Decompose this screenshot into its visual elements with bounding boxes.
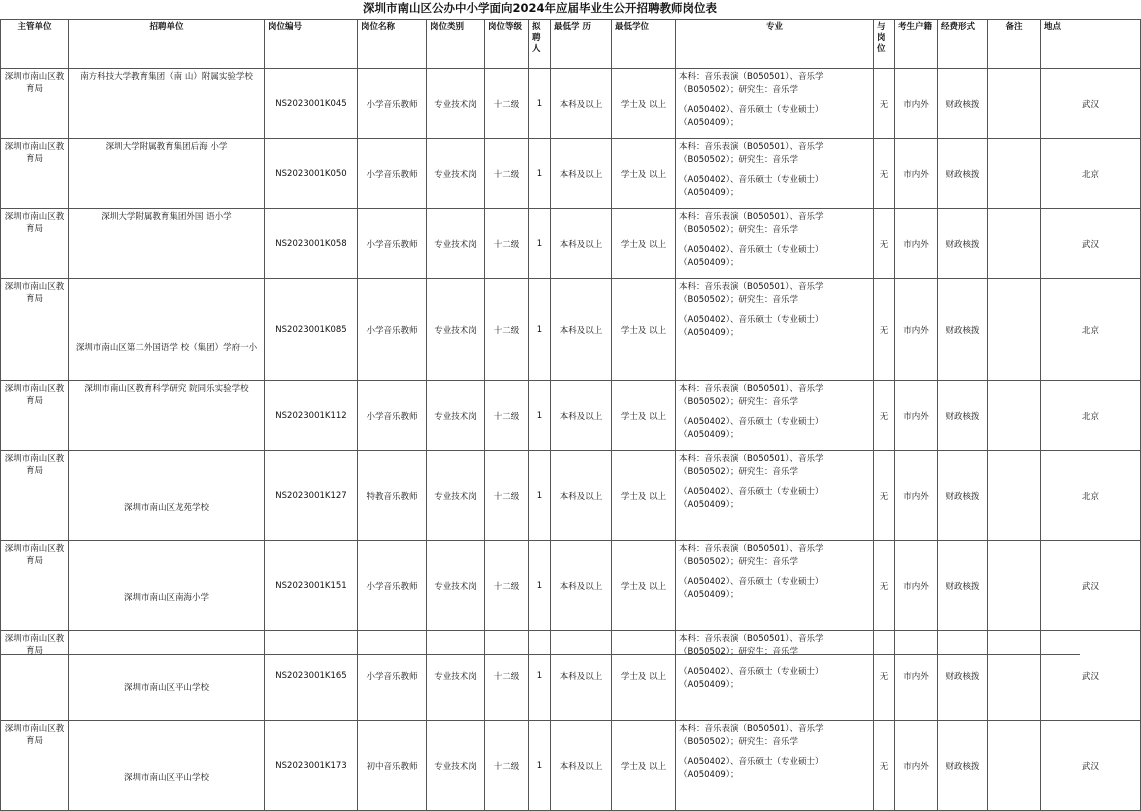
cell-unit: 深圳市南山区龙苑学校 xyxy=(69,451,265,541)
cell-code: NS2023001K058 xyxy=(265,209,358,279)
cell-funding: 财政核拨 xyxy=(938,451,988,541)
cell-major xyxy=(676,69,874,139)
major-line: 本科：音乐表演（B050501）、音乐学 xyxy=(679,544,824,554)
header-major: 专业 xyxy=(676,20,874,69)
cell-code: NS2023001K112 xyxy=(265,381,358,451)
major-line: （B050502）；研究生：音乐学 xyxy=(679,396,799,407)
cell-edu: 本科及以上 xyxy=(551,721,612,811)
cell-edu: 本科及以上 xyxy=(551,451,612,541)
cell-grade: 十二级 xyxy=(485,279,529,381)
major-line: （B050502）；研究生：音乐学 xyxy=(679,466,799,477)
cell-name: 特教音乐教师 xyxy=(358,451,427,541)
cell-name: 小学音乐教师 xyxy=(358,381,427,451)
cell-location: 武汉 xyxy=(1041,541,1141,631)
cell-count: 1 xyxy=(529,139,551,209)
header-row xyxy=(1,20,1141,69)
table-row xyxy=(1,541,1141,631)
cell-location: 北京 xyxy=(1041,139,1141,209)
cell-major xyxy=(676,279,874,381)
cell-extra: 无 xyxy=(874,631,895,721)
cell-category: 专业技术岗 xyxy=(427,541,485,631)
major-line: （A050402）、音乐硕士（专业硕士） xyxy=(679,105,824,115)
cell-funding: 财政核拨 xyxy=(938,721,988,811)
cell-hukou: 市内外 xyxy=(895,381,938,451)
cell-count: 1 xyxy=(529,69,551,139)
header-name: 岗位名称 xyxy=(358,20,427,69)
cell-location: 北京 xyxy=(1041,451,1141,541)
major-line: 本科：音乐表演（B050501）、音乐学 xyxy=(679,72,824,82)
cell-count: 1 xyxy=(529,721,551,811)
header-dept: 主管单位 xyxy=(1,20,69,69)
cell-code: NS2023001K127 xyxy=(265,451,358,541)
cell-location: 北京 xyxy=(1041,279,1141,381)
cell-grade: 十二级 xyxy=(485,209,529,279)
table-row xyxy=(1,69,1141,139)
cell-degree: 学士及 以上 xyxy=(612,209,676,279)
major-spacer xyxy=(679,478,870,486)
cell-name: 小学音乐教师 xyxy=(358,631,427,721)
cell-hukou: 市内外 xyxy=(895,209,938,279)
major-line: （B050502）；研究生：音乐学 xyxy=(679,556,799,567)
cell-category: 专业技术岗 xyxy=(427,279,485,381)
cell-unit: 深圳大学附属教育集团后海 小学 xyxy=(69,139,265,209)
cell-extra: 无 xyxy=(874,139,895,209)
header-location: 地点 xyxy=(1041,20,1141,69)
table-body xyxy=(1,69,1141,811)
cell-name: 小学音乐教师 xyxy=(358,69,427,139)
cell-edu: 本科及以上 xyxy=(551,279,612,381)
cell-unit: 深圳市南山区南海小学 xyxy=(69,541,265,631)
cell-category: 专业技术岗 xyxy=(427,721,485,811)
cell-degree: 学士及 以上 xyxy=(612,631,676,721)
major-line: （B050502）；研究生：音乐学 xyxy=(679,154,799,165)
cell-unit: 南方科技大学教育集团（南 山）附属实验学校 xyxy=(69,69,265,139)
cell-name: 小学音乐教师 xyxy=(358,279,427,381)
header-note: 备注 xyxy=(988,20,1041,69)
major-line: （A050402）、音乐硕士（专业硕士） xyxy=(679,175,824,185)
cell-name: 初中音乐教师 xyxy=(358,721,427,811)
header-funding: 经费形式 xyxy=(938,20,988,69)
cell-category: 专业技术岗 xyxy=(427,69,485,139)
cell-major xyxy=(676,139,874,209)
cell-dept: 深圳市南山区教育局 xyxy=(1,209,69,279)
cell-edu: 本科及以上 xyxy=(551,631,612,721)
major-line: （A050409）； xyxy=(679,679,739,690)
major-line: （A050409）； xyxy=(679,589,739,600)
major-line: 本科：音乐表演（B050501）、音乐学 xyxy=(679,282,824,292)
major-line: （A050409）； xyxy=(679,499,739,510)
major-line: （A050402）、音乐硕士（专业硕士） xyxy=(679,245,824,255)
cell-funding: 财政核拨 xyxy=(938,541,988,631)
major-line: （A050409）； xyxy=(679,429,739,440)
major-line: （B050502）；研究生：音乐学 xyxy=(679,294,799,305)
cell-hukou: 市内外 xyxy=(895,541,938,631)
cell-unit: 深圳市南山区平山学校 xyxy=(69,631,265,721)
major-spacer xyxy=(679,96,870,104)
cell-major xyxy=(676,451,874,541)
cell-note xyxy=(988,69,1041,139)
major-line: （B050502）；研究生：音乐学 xyxy=(679,84,799,95)
cell-unit: 深圳市南山区平山学校 xyxy=(69,721,265,811)
cell-extra: 无 xyxy=(874,69,895,139)
cell-funding: 财政核拨 xyxy=(938,279,988,381)
cell-funding: 财政核拨 xyxy=(938,209,988,279)
major-spacer xyxy=(679,748,870,756)
cell-major xyxy=(676,721,874,811)
cell-count: 1 xyxy=(529,381,551,451)
cell-note xyxy=(988,631,1041,721)
cell-major xyxy=(676,631,874,721)
cell-degree: 学士及 以上 xyxy=(612,451,676,541)
major-line: （A050402）、音乐硕士（专业硕士） xyxy=(679,417,824,427)
major-line: （A050409）； xyxy=(679,117,739,128)
major-spacer xyxy=(679,408,870,416)
table-row xyxy=(1,209,1141,279)
major-line: （A050402）、音乐硕士（专业硕士） xyxy=(679,667,824,677)
cell-name: 小学音乐教师 xyxy=(358,541,427,631)
cell-hukou: 市内外 xyxy=(895,631,938,721)
cell-category: 专业技术岗 xyxy=(427,139,485,209)
cell-grade: 十二级 xyxy=(485,721,529,811)
major-line: （A050402）、音乐硕士（专业硕士） xyxy=(679,577,824,587)
cell-count: 1 xyxy=(529,279,551,381)
cell-category: 专业技术岗 xyxy=(427,209,485,279)
cell-dept: 深圳市南山区教育局 xyxy=(1,721,69,811)
major-line: 本科：音乐表演（B050501）、音乐学 xyxy=(679,212,824,222)
major-line: （A050409）； xyxy=(679,257,739,268)
cell-hukou: 市内外 xyxy=(895,451,938,541)
cell-dept: 深圳市南山区教育局 xyxy=(1,631,69,721)
cell-grade: 十二级 xyxy=(485,541,529,631)
cell-dept: 深圳市南山区教育局 xyxy=(1,541,69,631)
header-unit: 招聘单位 xyxy=(69,20,265,69)
cell-count: 1 xyxy=(529,451,551,541)
cell-degree: 学士及 以上 xyxy=(612,541,676,631)
cell-code: NS2023001K151 xyxy=(265,541,358,631)
cell-note xyxy=(988,279,1041,381)
major-line: （B050502）；研究生：音乐学 xyxy=(679,646,799,657)
next-row-edge xyxy=(0,654,1080,659)
cell-degree: 学士及 以上 xyxy=(612,69,676,139)
cell-major xyxy=(676,381,874,451)
cell-funding: 财政核拨 xyxy=(938,69,988,139)
major-line: 本科：音乐表演（B050501）、音乐学 xyxy=(679,724,824,734)
cell-dept: 深圳市南山区教育局 xyxy=(1,451,69,541)
major-line: （B050502）；研究生：音乐学 xyxy=(679,736,799,747)
cell-count: 1 xyxy=(529,209,551,279)
major-line: （A050402）、音乐硕士（专业硕士） xyxy=(679,757,824,767)
cell-note xyxy=(988,721,1041,811)
cell-edu: 本科及以上 xyxy=(551,381,612,451)
header-grade: 岗位等级 xyxy=(485,20,529,69)
cell-location: 北京 xyxy=(1041,381,1141,451)
major-line: （A050409）； xyxy=(679,187,739,198)
table-row xyxy=(1,279,1141,381)
cell-funding: 财政核拨 xyxy=(938,631,988,721)
cell-unit: 深圳大学附属教育集团外国 语小学 xyxy=(69,209,265,279)
cell-funding: 财政核拨 xyxy=(938,139,988,209)
major-spacer xyxy=(679,658,870,666)
cell-code: NS2023001K050 xyxy=(265,139,358,209)
cell-edu: 本科及以上 xyxy=(551,209,612,279)
cell-location: 武汉 xyxy=(1041,631,1141,721)
cell-edu: 本科及以上 xyxy=(551,139,612,209)
cell-count: 1 xyxy=(529,541,551,631)
cell-note xyxy=(988,139,1041,209)
cell-name: 小学音乐教师 xyxy=(358,139,427,209)
cell-hukou: 市内外 xyxy=(895,69,938,139)
cell-dept: 深圳市南山区教育局 xyxy=(1,279,69,381)
cell-degree: 学士及 以上 xyxy=(612,721,676,811)
cell-category: 专业技术岗 xyxy=(427,381,485,451)
table-title: 深圳市南山区公办中小学面向2024年应届毕业生公开招聘教师岗位表 xyxy=(0,0,1080,20)
major-line: （A050402）、音乐硕士（专业硕士） xyxy=(679,315,824,325)
cell-code: NS2023001K173 xyxy=(265,721,358,811)
cell-hukou: 市内外 xyxy=(895,721,938,811)
major-line: 本科：音乐表演（B050501）、音乐学 xyxy=(679,142,824,152)
header-category: 岗位类别 xyxy=(427,20,485,69)
header-hukou: 考生户籍 xyxy=(895,20,938,69)
cell-name: 小学音乐教师 xyxy=(358,209,427,279)
job-table xyxy=(0,19,1141,811)
cell-dept: 深圳市南山区教育局 xyxy=(1,381,69,451)
table-row xyxy=(1,631,1141,721)
cell-funding: 财政核拨 xyxy=(938,381,988,451)
cell-location: 武汉 xyxy=(1041,209,1141,279)
table-row xyxy=(1,451,1141,541)
table-row xyxy=(1,139,1141,209)
cell-degree: 学士及 以上 xyxy=(612,139,676,209)
cell-degree: 学士及 以上 xyxy=(612,279,676,381)
header-count: 拟聘人 xyxy=(529,20,551,69)
header-edu: 最低学 历 xyxy=(551,20,612,69)
table-row xyxy=(1,721,1141,811)
cell-major xyxy=(676,209,874,279)
cell-category: 专业技术岗 xyxy=(427,631,485,721)
cell-grade: 十二级 xyxy=(485,381,529,451)
cell-grade: 十二级 xyxy=(485,69,529,139)
cell-category: 专业技术岗 xyxy=(427,451,485,541)
cell-extra: 无 xyxy=(874,279,895,381)
cell-grade: 十二级 xyxy=(485,139,529,209)
table-row xyxy=(1,381,1141,451)
cell-location: 武汉 xyxy=(1041,721,1141,811)
cell-extra: 无 xyxy=(874,721,895,811)
header-code: 岗位编号 xyxy=(265,20,358,69)
cell-location: 武汉 xyxy=(1041,69,1141,139)
cell-degree: 学士及 以上 xyxy=(612,381,676,451)
cell-count: 1 xyxy=(529,631,551,721)
cell-hukou: 市内外 xyxy=(895,279,938,381)
cell-note xyxy=(988,209,1041,279)
cell-extra: 无 xyxy=(874,209,895,279)
cell-hukou: 市内外 xyxy=(895,139,938,209)
cell-edu: 本科及以上 xyxy=(551,541,612,631)
cell-extra: 无 xyxy=(874,381,895,451)
cell-extra: 无 xyxy=(874,451,895,541)
major-spacer xyxy=(679,166,870,174)
cell-major xyxy=(676,541,874,631)
cell-unit: 深圳市南山区第二外国语学 校（集团）学府一小 xyxy=(69,279,265,381)
cell-dept: 深圳市南山区教育局 xyxy=(1,139,69,209)
cell-grade: 十二级 xyxy=(485,451,529,541)
major-line: （A050409）； xyxy=(679,327,739,338)
cell-code: NS2023001K165 xyxy=(265,631,358,721)
header-extra: 与岗位 xyxy=(874,20,895,69)
cell-edu: 本科及以上 xyxy=(551,69,612,139)
header-degree: 最低学位 xyxy=(612,20,676,69)
cell-note xyxy=(988,451,1041,541)
major-line: 本科：音乐表演（B050501）、音乐学 xyxy=(679,634,824,644)
cell-note xyxy=(988,381,1041,451)
major-line: （A050409）； xyxy=(679,769,739,780)
major-spacer xyxy=(679,306,870,314)
cell-code: NS2023001K085 xyxy=(265,279,358,381)
cell-grade: 十二级 xyxy=(485,631,529,721)
cell-note xyxy=(988,541,1041,631)
major-spacer xyxy=(679,236,870,244)
cell-unit: 深圳市南山区教育科学研究 院同乐实验学校 xyxy=(69,381,265,451)
major-line: （B050502）；研究生：音乐学 xyxy=(679,224,799,235)
major-line: 本科：音乐表演（B050501）、音乐学 xyxy=(679,384,824,394)
cell-dept: 深圳市南山区教育局 xyxy=(1,69,69,139)
major-line: 本科：音乐表演（B050501）、音乐学 xyxy=(679,454,824,464)
cell-extra: 无 xyxy=(874,541,895,631)
major-line: （A050402）、音乐硕士（专业硕士） xyxy=(679,487,824,497)
major-spacer xyxy=(679,568,870,576)
cell-code: NS2023001K045 xyxy=(265,69,358,139)
